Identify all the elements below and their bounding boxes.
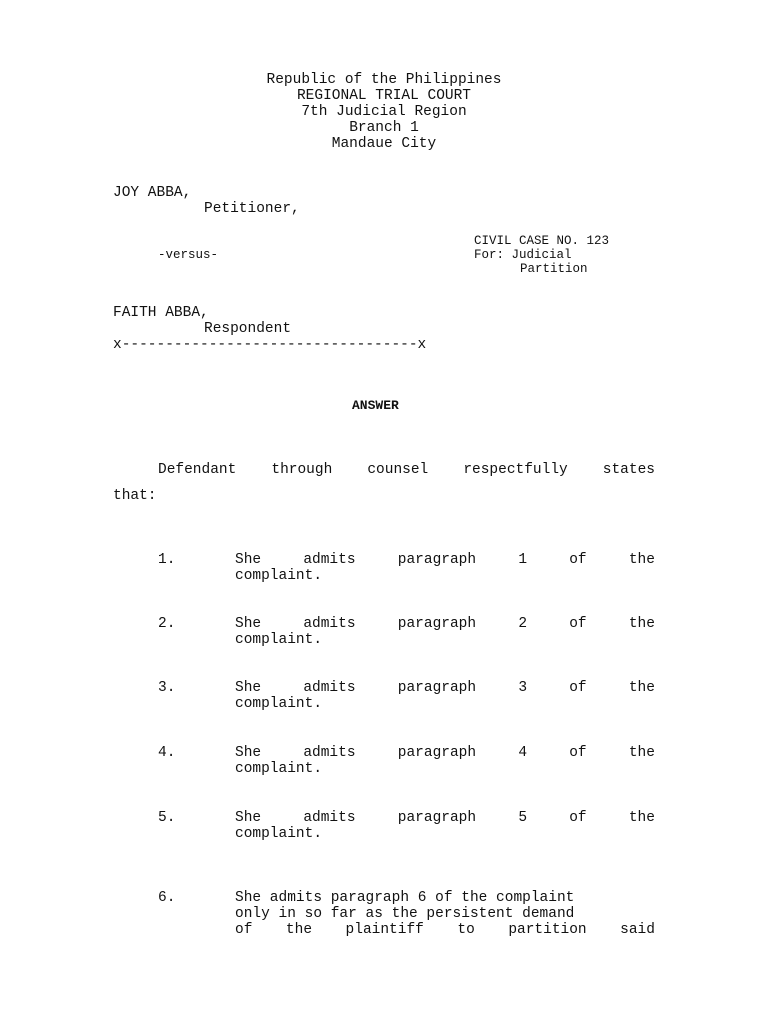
case-number: CIVIL CASE NO. 123	[474, 234, 610, 248]
item-last-line: complaint.	[235, 632, 323, 648]
intro-word: Defendant	[158, 462, 237, 478]
intro-word: respectfully	[463, 462, 568, 478]
item-word: paragraph	[397, 810, 477, 826]
intro-word: through	[271, 462, 333, 478]
item-word: admits	[303, 745, 356, 761]
court-header	[0, 72, 768, 152]
item-word: 2	[518, 616, 528, 632]
item6-line-1: She admits paragraph 6 of the complaint	[235, 890, 575, 906]
item-word: of	[569, 552, 587, 568]
intro-word: counsel	[367, 462, 429, 478]
intro-last-line: that:	[113, 488, 157, 504]
item-word: of	[569, 810, 587, 826]
item6-line-3	[235, 922, 655, 938]
item-line	[235, 680, 655, 696]
item-last-line: complaint.	[235, 761, 323, 777]
item-word: the	[628, 680, 655, 696]
intro-line	[158, 462, 655, 478]
item-last-line: complaint.	[235, 826, 323, 842]
item-word: of	[569, 745, 587, 761]
item-word: paragraph	[397, 680, 477, 696]
document-title: ANSWER	[352, 398, 399, 413]
item-word: 5	[518, 810, 528, 826]
intro-word: states	[602, 462, 655, 478]
item-word: She	[235, 745, 262, 761]
item-word: of	[235, 922, 253, 938]
case-for: For: Judicial	[474, 248, 572, 262]
item-word: paragraph	[397, 745, 477, 761]
respondent-name: FAITH ABBA,	[113, 305, 209, 321]
item-number: 2.	[158, 616, 176, 632]
item-word: paragraph	[397, 616, 477, 632]
item-last-line: complaint.	[235, 696, 323, 712]
item-last-line: complaint.	[235, 568, 323, 584]
item-word: the	[628, 810, 655, 826]
item-word: 3	[518, 680, 528, 696]
item-word: partition	[508, 922, 587, 938]
item-number: 1.	[158, 552, 176, 568]
court-header-line: Republic of the Philippines	[266, 72, 502, 88]
case-for-continued: Partition	[520, 262, 588, 276]
item-word: She	[235, 616, 262, 632]
item-word: of	[569, 680, 587, 696]
item-word: said	[620, 922, 655, 938]
item-line	[235, 745, 655, 761]
item-word: the	[628, 616, 655, 632]
item-word: plaintiff	[345, 922, 424, 938]
item-word: admits	[303, 680, 356, 696]
item-line	[235, 616, 655, 632]
court-header-line: 7th Judicial Region	[301, 104, 467, 120]
petitioner-role: Petitioner,	[204, 201, 300, 217]
item-word: the	[285, 922, 313, 938]
court-header-line: REGIONAL TRIAL COURT	[296, 88, 472, 104]
respondent-role: Respondent	[204, 321, 292, 337]
item-word: 4	[518, 745, 528, 761]
item-word: She	[235, 552, 262, 568]
item-line	[235, 810, 655, 826]
item-word: She	[235, 810, 262, 826]
item-word: admits	[303, 810, 356, 826]
item-word: to	[457, 922, 475, 938]
item-word: the	[628, 745, 655, 761]
item-word: admits	[303, 616, 356, 632]
item-word: of	[569, 616, 587, 632]
item-word: the	[628, 552, 655, 568]
item-word: 1	[518, 552, 528, 568]
court-header-line: Mandaue City	[331, 136, 437, 152]
item-line	[235, 552, 655, 568]
item-word: She	[235, 680, 262, 696]
item-number: 3.	[158, 680, 176, 696]
caption-separator: x----------------------------------x	[113, 337, 427, 353]
item-word: admits	[303, 552, 356, 568]
item-word: paragraph	[397, 552, 477, 568]
item-number: 6.	[158, 890, 176, 906]
petitioner-name: JOY ABBA,	[113, 185, 192, 201]
item6-line-2: only in so far as the persistent demand	[235, 906, 575, 922]
court-header-line: Branch 1	[349, 120, 419, 136]
versus-label: -versus-	[158, 248, 219, 262]
item-number: 4.	[158, 745, 176, 761]
item-number: 5.	[158, 810, 176, 826]
